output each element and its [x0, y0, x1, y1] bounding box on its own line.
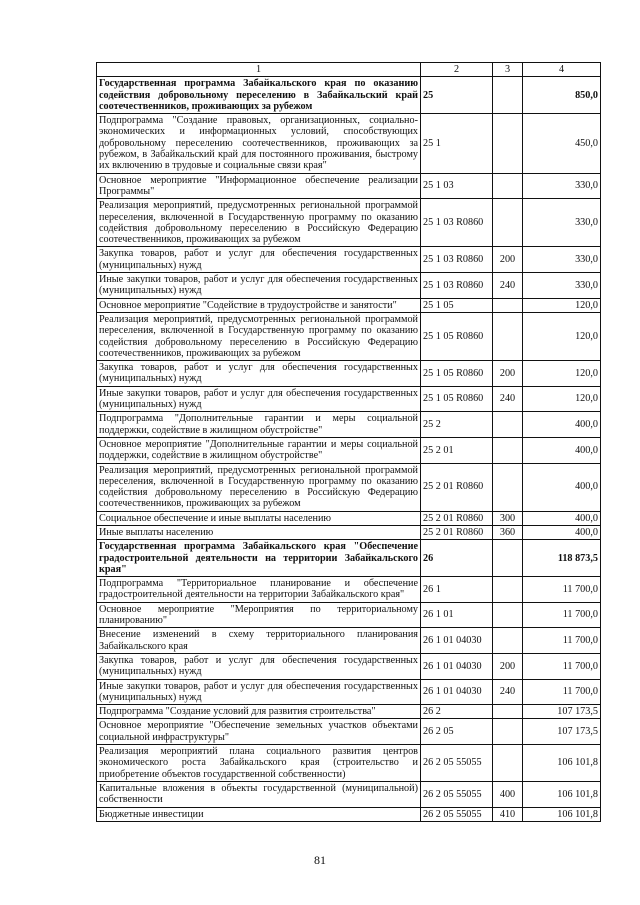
row-expense-type: [493, 602, 523, 628]
row-name: Реализация мероприятий, предусмотренных региональной программой переселения, включенной в Государственную программу по оказанию содействия добровольному переселению в Российскую Федерацию соотечественников, проживающих за рубежом: [97, 199, 421, 247]
row-amount: 330,0: [523, 199, 601, 247]
row-code: 26 1 01: [421, 602, 493, 628]
table-row: [97, 386, 601, 412]
row-expense-type: [493, 77, 523, 114]
row-expense-type: [493, 298, 523, 312]
row-name: Основное мероприятие "Обеспечение земельных участков объектами социальной инфраструктуры": [97, 719, 421, 745]
row-expense-type: 400: [493, 781, 523, 807]
row-name: Основное мероприятие "Информационное обеспечение реализации Программы": [97, 173, 421, 199]
row-name: Закупка товаров, работ и услуг для обеспечения государственных (муниципальных) нужд: [97, 247, 421, 273]
row-code: 26 1 01 04030: [421, 679, 493, 705]
row-code: 26 1: [421, 577, 493, 603]
row-amount: 400,0: [523, 525, 601, 539]
row-amount: 330,0: [523, 173, 601, 199]
row-expense-type: [493, 173, 523, 199]
table-row: [97, 628, 601, 654]
table-row: [97, 199, 601, 247]
row-amount: 11 700,0: [523, 679, 601, 705]
row-amount: 11 700,0: [523, 628, 601, 654]
row-expense-type: 200: [493, 247, 523, 273]
row-amount: 106 101,8: [523, 781, 601, 807]
row-expense-type: 240: [493, 679, 523, 705]
table-row: [97, 745, 601, 782]
row-amount: 106 101,8: [523, 807, 601, 821]
row-name: Капитальные вложения в объекты государственной (муниципальной) собственности: [97, 781, 421, 807]
row-expense-type: [493, 199, 523, 247]
row-expense-type: [493, 745, 523, 782]
row-name: Реализация мероприятий, предусмотренных региональной программой переселения, включенной в Государственную программу по оказанию содействия добровольному переселению в Российскую Федерацию соотечественников, проживающих за рубежом: [97, 312, 421, 360]
row-expense-type: 410: [493, 807, 523, 821]
header-col-name: 1: [97, 63, 421, 77]
row-amount: 400,0: [523, 463, 601, 511]
header-col-code: 2: [421, 63, 493, 77]
row-expense-type: 200: [493, 653, 523, 679]
table-row: [97, 361, 601, 387]
table-row: [97, 77, 601, 114]
table-row: [97, 412, 601, 438]
row-amount: 11 700,0: [523, 653, 601, 679]
row-name: Основное мероприятие "Дополнительные гарантии и меры социальной поддержки, содействие в жилищном обустройстве": [97, 437, 421, 463]
row-code: 26 2: [421, 705, 493, 719]
table-row: [97, 273, 601, 299]
table-body: [97, 77, 601, 822]
row-amount: 118 873,5: [523, 540, 601, 577]
table-row: [97, 463, 601, 511]
row-expense-type: 360: [493, 525, 523, 539]
row-code: 25 1 03 R0860: [421, 199, 493, 247]
row-code: 26 2 05 55055: [421, 781, 493, 807]
table-row: [97, 781, 601, 807]
row-expense-type: [493, 705, 523, 719]
row-amount: 330,0: [523, 247, 601, 273]
row-amount: 107 173,5: [523, 705, 601, 719]
row-code: 25 1 05 R0860: [421, 386, 493, 412]
row-name: Реализация мероприятий, предусмотренных региональной программой переселения, включенной в Государственную программу по оказанию содействия добровольному переселению в Российскую Федерацию соотечественников, проживающих за рубежом: [97, 463, 421, 511]
row-expense-type: [493, 577, 523, 603]
row-name: Иные закупки товаров, работ и услуг для обеспечения государственных (муниципальных) нужд: [97, 679, 421, 705]
row-code: 25 1 03 R0860: [421, 247, 493, 273]
row-code: 25 2: [421, 412, 493, 438]
row-code: 26: [421, 540, 493, 577]
table-row: [97, 653, 601, 679]
row-code: 25 1: [421, 114, 493, 173]
row-expense-type: 240: [493, 386, 523, 412]
table-row: [97, 807, 601, 821]
table-row: [97, 679, 601, 705]
row-name: Бюджетные инвестиции: [97, 807, 421, 821]
row-expense-type: [493, 312, 523, 360]
row-expense-type: [493, 412, 523, 438]
row-expense-type: [493, 540, 523, 577]
row-name: Закупка товаров, работ и услуг для обеспечения государственных (муниципальных) нужд: [97, 653, 421, 679]
row-amount: 120,0: [523, 312, 601, 360]
row-amount: 120,0: [523, 386, 601, 412]
table-row: [97, 719, 601, 745]
row-code: 25 2 01: [421, 437, 493, 463]
table-row: [97, 525, 601, 539]
row-name: Внесение изменений в схему территориального планирования Забайкальского края: [97, 628, 421, 654]
row-expense-type: [493, 628, 523, 654]
row-amount: 120,0: [523, 298, 601, 312]
table-row: [97, 298, 601, 312]
table-row: [97, 511, 601, 525]
row-name: Подпрограмма "Территориальное планирование и обеспечение градостроительной деятельности на территории Забайкальского края": [97, 577, 421, 603]
row-code: 25 2 01 R0860: [421, 463, 493, 511]
header-col-vr: 3: [493, 63, 523, 77]
row-amount: 330,0: [523, 273, 601, 299]
header-col-sum: 4: [523, 63, 601, 77]
row-name: Государственная программа Забайкальского края "Обеспечение градостроительной деятельности на территории Забайкальского края": [97, 540, 421, 577]
row-code: 25 1 05 R0860: [421, 361, 493, 387]
page-number: 81: [314, 853, 326, 867]
table-header-row: [97, 63, 601, 77]
table-row: [97, 705, 601, 719]
row-amount: 107 173,5: [523, 719, 601, 745]
row-code: 26 2 05 55055: [421, 745, 493, 782]
table-row: [97, 602, 601, 628]
table-row: [97, 437, 601, 463]
row-expense-type: [493, 463, 523, 511]
table-row: [97, 173, 601, 199]
row-code: 26 1 01 04030: [421, 628, 493, 654]
table-row: [97, 247, 601, 273]
table-row: [97, 540, 601, 577]
row-expense-type: 200: [493, 361, 523, 387]
row-code: 25 1 03: [421, 173, 493, 199]
row-amount: 400,0: [523, 437, 601, 463]
row-amount: 450,0: [523, 114, 601, 173]
row-code: 25 2 01 R0860: [421, 511, 493, 525]
row-amount: 11 700,0: [523, 577, 601, 603]
row-code: 25: [421, 77, 493, 114]
row-amount: 120,0: [523, 361, 601, 387]
row-code: 26 2 05 55055: [421, 807, 493, 821]
row-amount: 400,0: [523, 412, 601, 438]
row-name: Подпрограмма "Дополнительные гарантии и меры социальной поддержки, содействие в жилищном обустройстве": [97, 412, 421, 438]
row-name: Подпрограмма "Создание условий для развития строительства": [97, 705, 421, 719]
budget-table: [96, 62, 601, 822]
row-expense-type: [493, 437, 523, 463]
row-code: 26 1 01 04030: [421, 653, 493, 679]
row-expense-type: [493, 114, 523, 173]
table-row: [97, 312, 601, 360]
row-code: 25 1 05 R0860: [421, 312, 493, 360]
row-name: Социальное обеспечение и иные выплаты населению: [97, 511, 421, 525]
row-name: Иные закупки товаров, работ и услуг для обеспечения государственных (муниципальных) нужд: [97, 386, 421, 412]
row-expense-type: 300: [493, 511, 523, 525]
row-code: 25 1 05: [421, 298, 493, 312]
row-expense-type: [493, 719, 523, 745]
row-code: 26 2 05: [421, 719, 493, 745]
row-name: Закупка товаров, работ и услуг для обеспечения государственных (муниципальных) нужд: [97, 361, 421, 387]
row-name: Подпрограмма "Создание правовых, организационных, социально-экономических и информационных условий, способствующих добровольному переселению соотечественников, проживающих за рубежом, в Забайкальский край для постоянного проживания, быстрому их включению в трудовые и социальные связи края": [97, 114, 421, 173]
row-name: Иные закупки товаров, работ и услуг для обеспечения государственных (муниципальных) нужд: [97, 273, 421, 299]
row-code: 25 1 03 R0860: [421, 273, 493, 299]
row-name: Реализация мероприятий плана социального развития центров экономического роста Забайкальского края (строительство и приобретение объектов государственной собственности): [97, 745, 421, 782]
row-name: Основное мероприятие "Мероприятия по территориальному планированию": [97, 602, 421, 628]
row-name: Государственная программа Забайкальского края по оказанию содействия добровольному переселению в Забайкальский край соотечественников, проживающих за рубежом: [97, 77, 421, 114]
row-amount: 11 700,0: [523, 602, 601, 628]
row-amount: 400,0: [523, 511, 601, 525]
row-name: Основное мероприятие "Содействие в трудоустройстве и занятости": [97, 298, 421, 312]
table-row: [97, 577, 601, 603]
row-amount: 106 101,8: [523, 745, 601, 782]
row-name: Иные выплаты населению: [97, 525, 421, 539]
row-expense-type: 240: [493, 273, 523, 299]
table-row: [97, 114, 601, 173]
row-amount: 850,0: [523, 77, 601, 114]
row-code: 25 2 01 R0860: [421, 525, 493, 539]
